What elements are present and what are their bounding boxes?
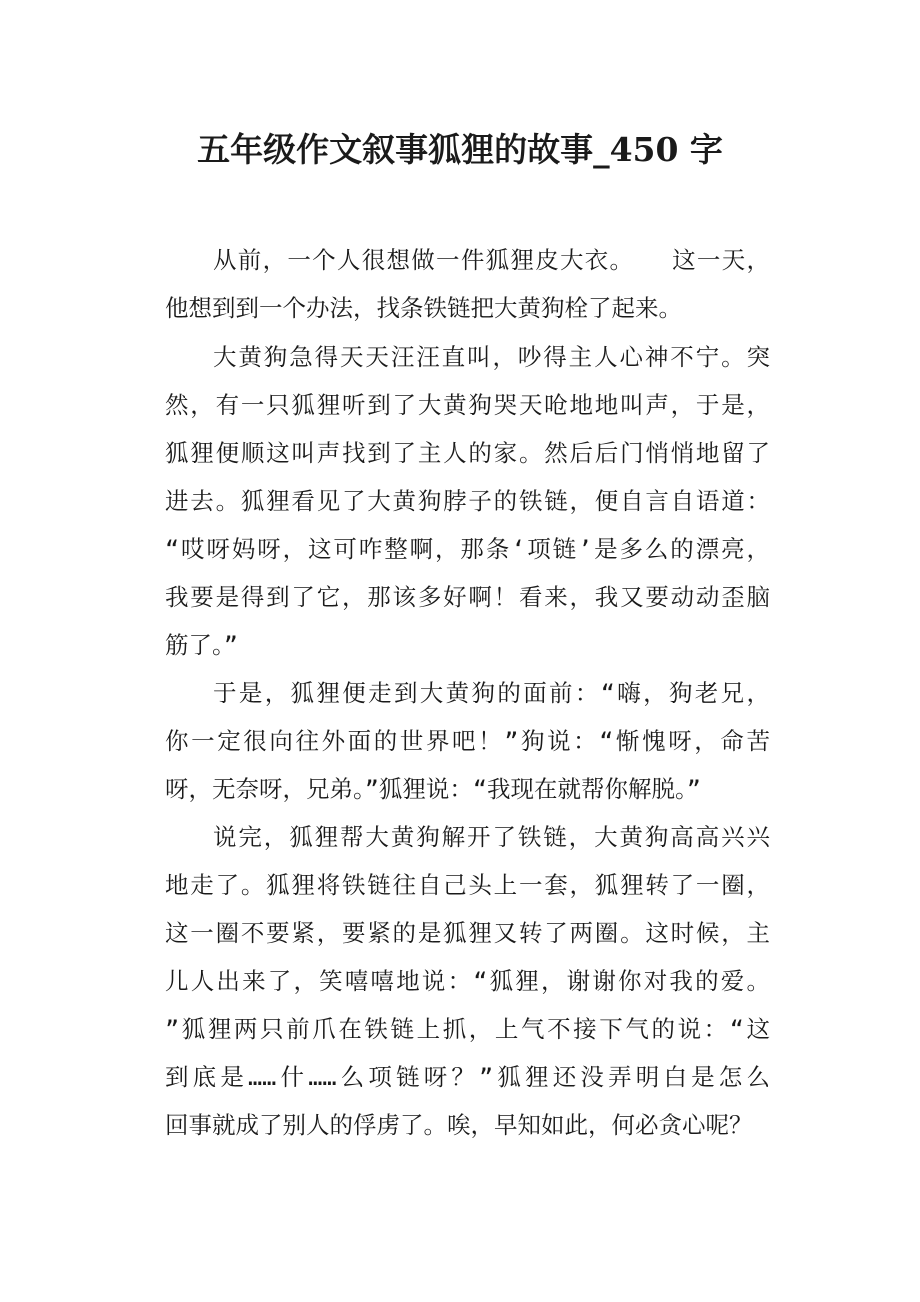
text-line: 他想到到一个办法，找条铁链把大黄狗栓了起来。: [165, 294, 682, 322]
text-line: 狐狸便顺这叫声找到了主人的家。然后后门悄悄地留了: [165, 439, 770, 467]
document-title: 五年级作文叙事狐狸的故事_450 字: [197, 130, 723, 169]
text-line: 说完，狐狸帮大黄狗解开了铁链，大黄狗高高兴兴: [213, 823, 770, 851]
text-line: 我要是得到了它，那该多好啊！看来，我又要动动歪脑: [165, 583, 770, 611]
text-line: 回事就成了别人的俘虏了。唉，早知如此，何必贪心呢？: [165, 1111, 753, 1139]
text-line: 筋了。”: [165, 631, 238, 659]
text-line: ”狐狸两只前爪在铁链上抓，上气不接下气的说：“这: [165, 1015, 770, 1043]
text-line: 于是，狐狸便走到大黄狗的面前：“嗨，狗老兄，: [213, 679, 770, 707]
text-line: 进去。狐狸看见了大黄狗脖子的铁链，便自言自语道：: [165, 487, 770, 515]
text-line: 呀，无奈呀，兄弟。”狐狸说：“我现在就帮你解脱。”: [165, 775, 701, 803]
text-line: 儿人出来了，笑嘻嘻地说：“狐狸，谢谢你对我的爱。: [165, 967, 770, 995]
text-line: 你一定很向往外面的世界吧！”狗说：“惭愧呀，命苦: [165, 727, 770, 755]
text-line: 从前，一个人很想做一件狐狸皮大衣。 这一天，: [213, 246, 770, 274]
text-line: 大黄狗急得天天汪汪直叫，吵得主人心神不宁。突: [213, 343, 770, 371]
text-line: 地走了。狐狸将铁链往自己头上一套，狐狸转了一圈，: [165, 871, 770, 899]
text-line: 到底是……什……么项链呀？”狐狸还没弄明白是怎么: [165, 1063, 770, 1091]
text-line: 这一圈不要紧，要紧的是狐狸又转了两圈。这时候，主: [165, 919, 770, 947]
text-line: “哎呀妈呀，这可咋整啊，那条‘项链’是多么的漂亮，: [165, 535, 770, 563]
text-line: 然，有一只狐狸听到了大黄狗哭天呛地地叫声，于是，: [165, 391, 770, 419]
